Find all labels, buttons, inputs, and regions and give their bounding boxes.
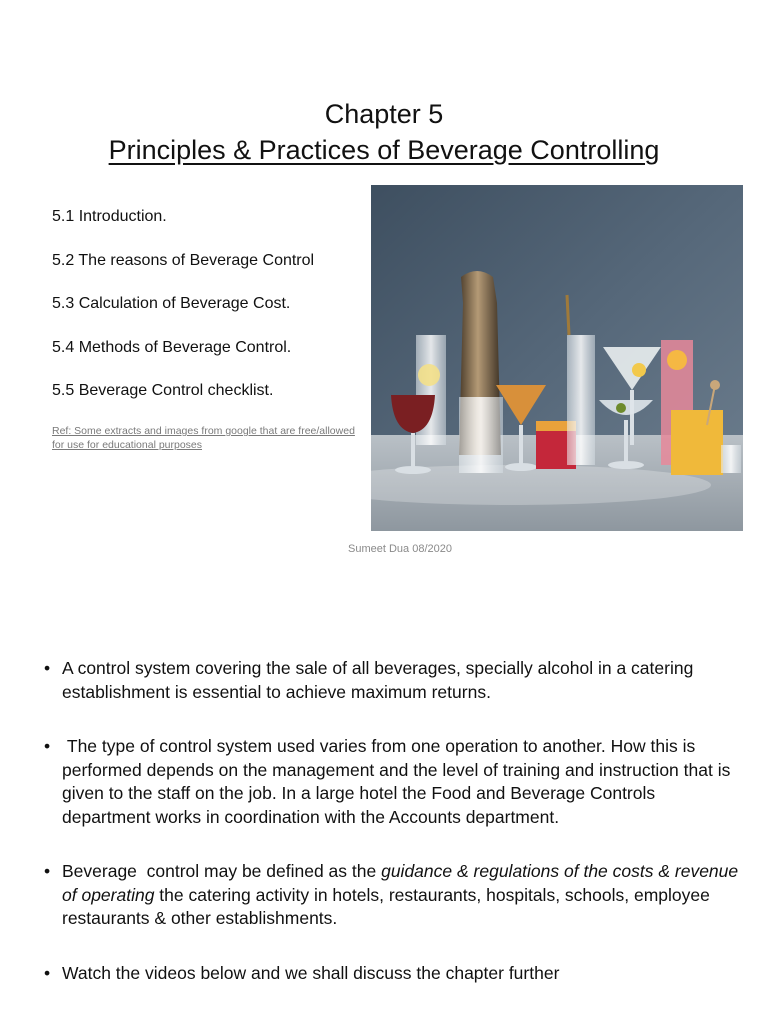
toc-item: 5.1 Introduction. [52,208,167,225]
bullet-text-emphasis: guidance & regulations of the costs & revenue of operating [62,861,739,905]
bullet-item [44,962,744,986]
bullet-text-tail: the catering activity in hotels, restaurants, hospitals, schools, employee restaurants & other establishments. [62,884,710,928]
bullet-text-lead: Beverage control may be defined as the [62,861,382,881]
chapter-label: Chapter 5 [324,99,444,129]
bullet-list [44,657,744,1016]
slide-introduction [0,600,768,1024]
cocktails-photo [371,185,743,531]
reference-note-link[interactable]: Ref: Some extracts and images from google that are free/allowed for use for educational purposes [52,425,355,451]
bullet-text: Watch the videos below and we shall discuss the chapter further [62,962,560,983]
bullet-icon: • [44,962,51,983]
bullet-item [44,657,744,704]
bullet-icon: • [44,861,51,881]
toc-item: 5.4 Methods of Beverage Control. [52,338,292,356]
toc-item: 5.3 Calculation of Beverage Cost. [52,295,291,312]
bullet-text: The type of control system used varies from one operation to another. How this is performed depends on the management and the level of training and instruction that is given to the staff on the job. In a large hotel the Food and Beverage Controls department works in coordination with the Accounts department. [62,736,736,827]
bullet-icon: • [44,658,51,678]
bullet-item [44,735,744,829]
chapter-title: Principles & Practices of Beverage Controlling [108,135,660,165]
bullet-text: A control system covering the sale of all beverages, specially alcohol in a catering establishment is essential to achieve maximum returns. [62,658,694,702]
author-credit: Sumeet Dua 08/2020 [348,543,452,555]
toc-item: 5.2 The reasons of Beverage Control [52,251,315,269]
table-of-contents [52,207,362,425]
toc-item: 5.5 Beverage Control checklist. [52,382,274,399]
bullet-icon: • [44,736,51,756]
bullet-item [44,860,744,931]
